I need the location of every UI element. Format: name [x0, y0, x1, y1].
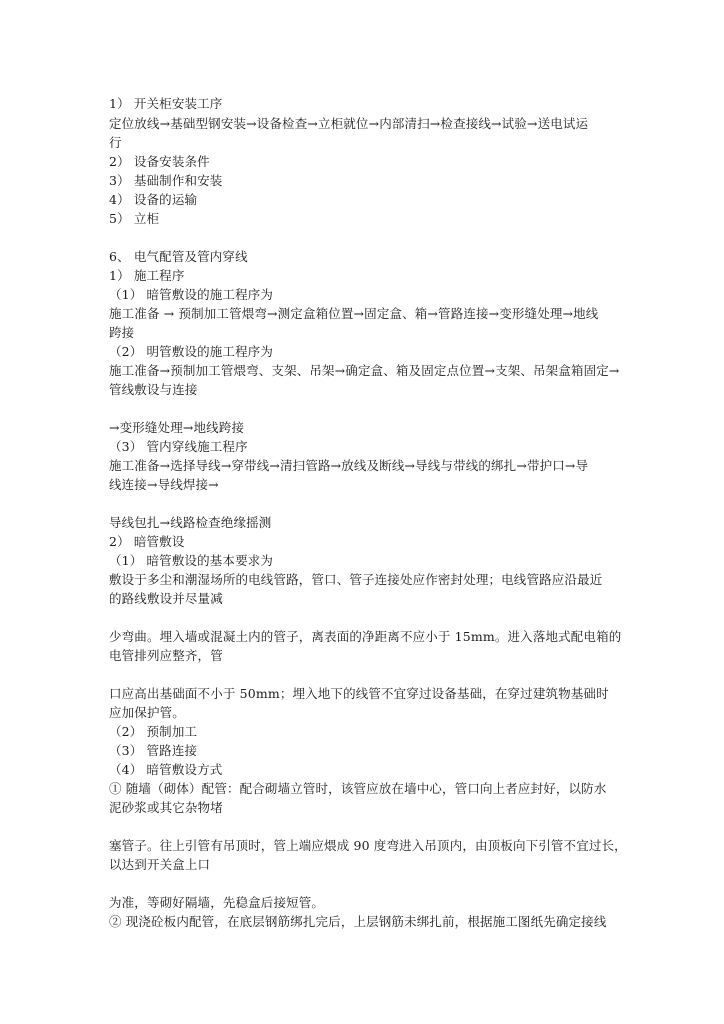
paragraph-line: 塞管子。往上引管有吊顶时，管上端应煨成 90 度弯进入吊顶内，由顶板向下引管不宜过长， — [109, 838, 627, 853]
paragraph-line: 少弯曲。埋入墙或混凝土内的管子，离表面的净距离不应小于 15mm。进入落地式配电箱的 — [109, 629, 622, 644]
paragraph-line: 的路线敷设并尽量减 — [109, 591, 223, 606]
paragraph-line: 应加保护管。 — [109, 705, 185, 720]
heading-cabinet: 5） 立柜 — [109, 211, 160, 226]
paragraph-line: 以达到开关盒上口 — [109, 857, 211, 872]
heading-switchgear-procedure: 1） 开关柜安装工序 — [109, 96, 223, 111]
subheading-exposed-procedure: （2） 明管敷设的施工程序为 — [109, 344, 274, 359]
paragraph-line: ① 随墙（砌体）配管：配合砌墙立管时，该管应放在墙中心，管口向上者应封好，以防水 — [109, 781, 607, 796]
paragraph-line: 口应高出基础面不小于 50mm；埋入地下的线管不宜穿过设备基础，在穿过建筑物基础时 — [109, 686, 609, 701]
paragraph-line: 线连接→导线焊接→ — [109, 477, 219, 492]
paragraph-line: 泥砂浆或其它杂物堵 — [109, 800, 223, 815]
heading-install-conditions: 2） 设备安装条件 — [109, 154, 210, 169]
paragraph-line: 行 — [109, 135, 122, 150]
heading-concealed-conduit: 2） 暗管敷设 — [109, 534, 185, 549]
paragraph-line: 定位放线→基础型钢安装→设备检查→立柜就位→内部清扫→检查接线→试验→送电试运 — [109, 116, 589, 131]
subheading-pipe-connection: （3） 管路连接 — [109, 743, 198, 758]
subheading-laying-method: （4） 暗管敷设方式 — [109, 762, 223, 777]
paragraph-line: 电管排列应整齐，管 — [109, 648, 223, 663]
paragraph-line: 施工准备 → 预制加工管煨弯→测定盒箱位置→固定盒、箱→管路连接→变形缝处理→地线 — [109, 306, 599, 321]
paragraph-line: 导线包扎→线路检查绝缘摇测 — [109, 515, 272, 530]
paragraph-line: 为准，等砌好隔墙，先稳盒后接短管。 — [109, 895, 325, 910]
section-heading-conduit: 6、 电气配管及管内穿线 — [109, 249, 248, 264]
subheading-concealed-procedure: （1） 暗管敷设的施工程序为 — [109, 287, 274, 302]
heading-transport: 4） 设备的运输 — [109, 192, 198, 207]
paragraph-line: 施工准备→选择导线→穿带线→清扫管路→放线及断线→导线与带线的绑扎→带护口→导 — [109, 458, 589, 473]
subheading-prefabrication: （2） 预制加工 — [109, 724, 198, 739]
paragraph-line: 管线敷设与连接 — [109, 382, 198, 397]
paragraph-line: 施工准备→预制加工管煨弯、支架、吊架→确定盒、箱及固定点位置→支架、吊架盒箱固定→ — [109, 363, 620, 378]
paragraph-line: 敷设于多尘和潮湿场所的电线管路，管口、管子连接处应作密封处理；电线管路应沿最近 — [109, 572, 603, 587]
paragraph-line: 跨接 — [109, 325, 135, 340]
heading-foundation: 3） 基础制作和安装 — [109, 173, 223, 188]
paragraph-line: ② 现浇砼板内配管，在底层钢筋绑扎完后，上层钢筋未绑扎前，根据施工图纸先确定接线 — [109, 914, 607, 929]
subheading-basic-requirements: （1） 暗管敷设的基本要求为 — [109, 553, 274, 568]
paragraph-line: →变形缝处理→地线跨接 — [109, 420, 245, 435]
heading-construction-procedure: 1） 施工程序 — [109, 268, 185, 283]
subheading-wiring-procedure: （3） 管内穿线施工程序 — [109, 439, 248, 454]
